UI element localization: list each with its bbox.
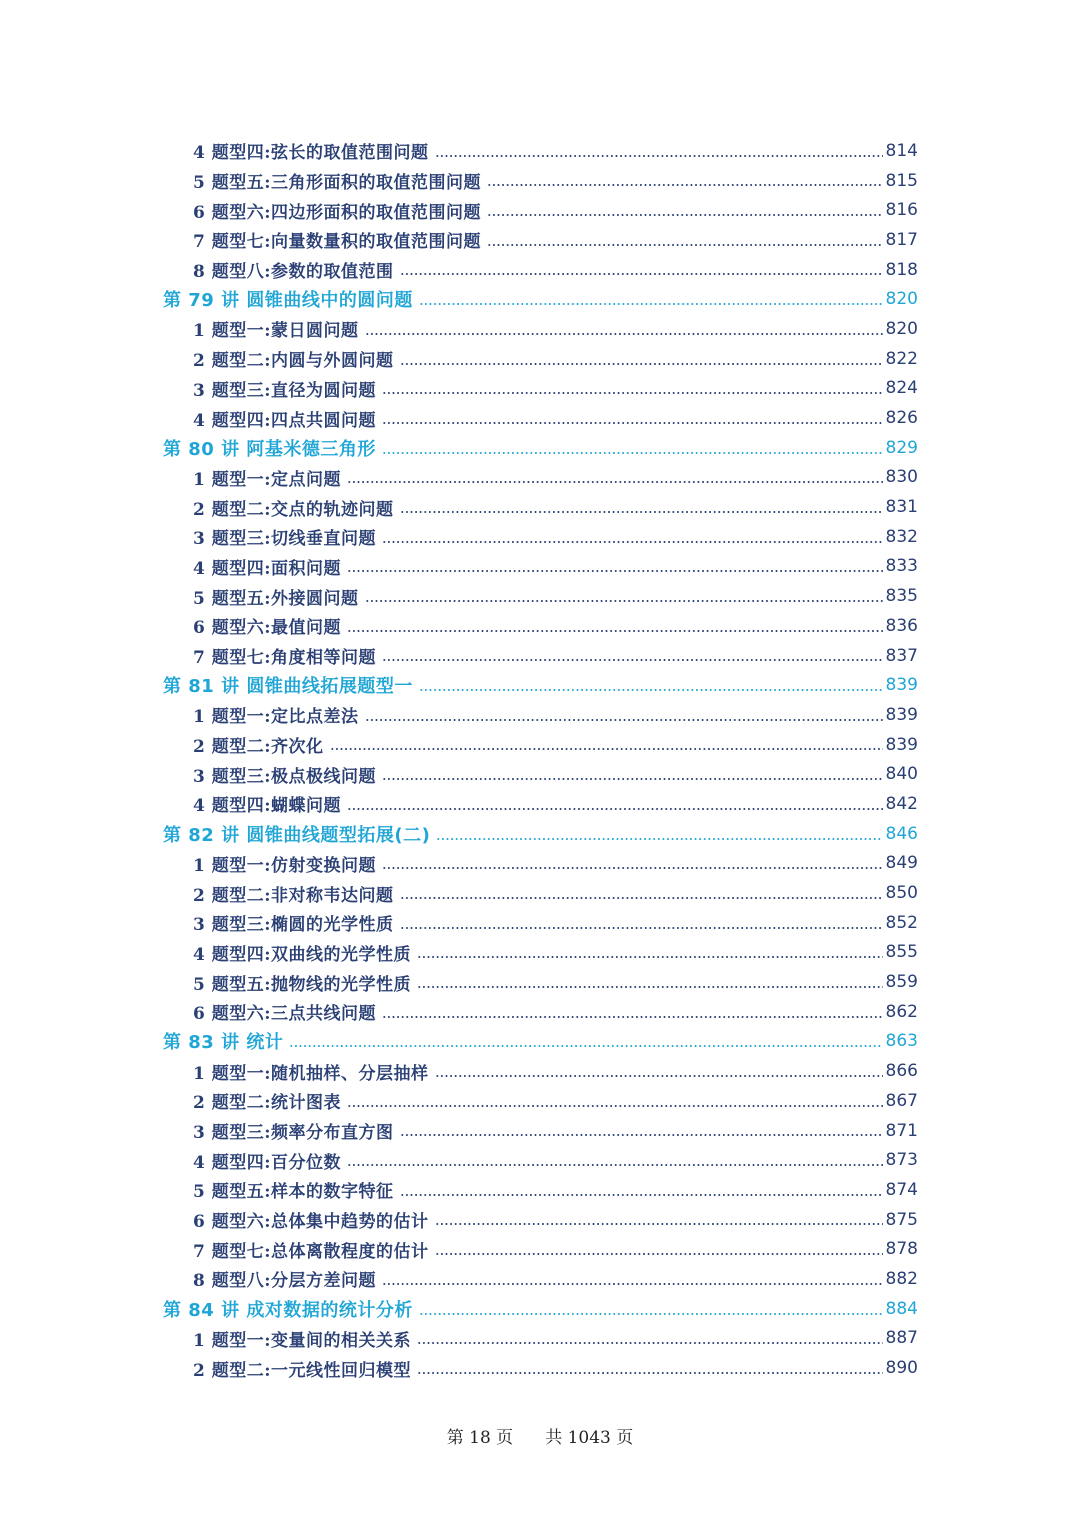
toc-entry-page: 817 <box>885 229 918 250</box>
toc-subitem-entry[interactable] <box>0 730 1080 760</box>
toc-entry-page: 815 <box>885 170 918 191</box>
toc-lecture-entry[interactable] <box>0 433 1080 463</box>
toc-subitem-entry[interactable] <box>0 1205 1080 1235</box>
toc-entry-page: 837 <box>885 645 918 666</box>
dot-leader <box>347 808 883 810</box>
dot-leader <box>487 244 883 246</box>
toc-entry-title: 4 题型四:弦长的取值范围问题 <box>193 143 429 164</box>
toc-entry-page: 831 <box>885 497 918 518</box>
toc-entry-title: 1 题型一:蒙日圆问题 <box>193 321 359 342</box>
dot-leader <box>365 600 883 602</box>
toc-subitem-entry[interactable] <box>0 463 1080 493</box>
dot-leader <box>419 303 883 305</box>
toc-entry-title: 2 题型二:统计图表 <box>193 1093 342 1114</box>
toc-entry-page: 822 <box>885 348 918 369</box>
dot-leader <box>435 1223 883 1225</box>
toc-entry-page: 832 <box>885 526 918 547</box>
dot-leader <box>400 1134 883 1136</box>
toc-entry-title: 5 题型五:外接圆问题 <box>193 588 359 609</box>
toc-subitem-entry[interactable] <box>0 908 1080 938</box>
toc-subitem-entry[interactable] <box>0 136 1080 166</box>
toc-entry-page: 850 <box>885 883 918 904</box>
dot-leader <box>347 1164 883 1166</box>
toc-subitem-entry[interactable] <box>0 1086 1080 1116</box>
toc-subitem-entry[interactable] <box>0 581 1080 611</box>
toc-subitem-entry[interactable] <box>0 1324 1080 1354</box>
toc-subitem-entry[interactable] <box>0 997 1080 1027</box>
toc-entry-title: 5 题型五:三角形面积的取值范围问题 <box>193 173 482 194</box>
toc-entry-title: 第 82 讲 圆锥曲线题型拓展(二) <box>163 824 431 846</box>
toc-entry-page: 818 <box>885 259 918 280</box>
toc-entry-page: 862 <box>885 1001 918 1022</box>
toc-entry-title: 第 80 讲 阿基米德三角形 <box>163 438 376 460</box>
toc-entry-title: 第 83 讲 统计 <box>163 1032 284 1054</box>
toc-entry-title: 6 题型六:总体集中趋势的估计 <box>193 1212 429 1233</box>
toc-entry-page: 816 <box>885 200 918 221</box>
toc-entry-page: 840 <box>885 764 918 785</box>
dot-leader <box>417 1372 883 1374</box>
dot-leader <box>400 363 883 365</box>
toc-entry-page: 839 <box>885 675 918 696</box>
toc-entry-page: 863 <box>885 1031 918 1052</box>
toc-subitem-entry[interactable] <box>0 255 1080 285</box>
toc-entry-page: 852 <box>885 912 918 933</box>
total-pages-label: 共 1043 页 <box>545 1428 634 1448</box>
toc-subitem-entry[interactable] <box>0 195 1080 225</box>
toc-entry-page: 884 <box>885 1298 918 1319</box>
dot-leader <box>435 155 883 157</box>
toc-entry-page: 882 <box>885 1268 918 1289</box>
toc-entry-title: 4 题型四:百分位数 <box>193 1152 342 1173</box>
dot-leader <box>382 659 883 661</box>
toc-subitem-entry[interactable] <box>0 1234 1080 1264</box>
toc-entry-page: 871 <box>885 1120 918 1141</box>
toc-entry-title: 2 题型二:一元线性回归模型 <box>193 1360 412 1381</box>
toc-entry-page: 873 <box>885 1150 918 1171</box>
toc-entry-page: 839 <box>885 734 918 755</box>
toc-entry-page: 875 <box>885 1209 918 1230</box>
toc-entry-page: 890 <box>885 1358 918 1379</box>
toc-subitem-entry[interactable] <box>0 552 1080 582</box>
toc-entry-page: 867 <box>885 1090 918 1111</box>
dot-leader <box>400 1194 883 1196</box>
toc-entry-page: 836 <box>885 615 918 636</box>
toc-entry-page: 820 <box>885 318 918 339</box>
toc-subitem-entry[interactable] <box>0 314 1080 344</box>
toc-entry-title: 1 题型一:变量间的相关关系 <box>193 1330 412 1351</box>
toc-subitem-entry[interactable] <box>0 492 1080 522</box>
toc-subitem-entry[interactable] <box>0 1056 1080 1086</box>
toc-entry-title: 1 题型一:定点问题 <box>193 469 342 490</box>
toc-lecture-entry[interactable] <box>0 819 1080 849</box>
toc-entry-page: 849 <box>885 853 918 874</box>
table-of-contents <box>0 136 1080 1383</box>
toc-lecture-entry[interactable] <box>0 1027 1080 1057</box>
toc-subitem-entry[interactable] <box>0 611 1080 641</box>
dot-leader <box>419 1313 883 1315</box>
current-page-label: 第 18 页 <box>446 1428 514 1448</box>
toc-entry-title: 8 题型八:参数的取值范围 <box>193 262 394 283</box>
toc-subitem-entry[interactable] <box>0 522 1080 552</box>
toc-entry-page: 878 <box>885 1239 918 1260</box>
toc-entry-title: 4 题型四:蝴蝶问题 <box>193 796 342 817</box>
page-footer <box>0 1423 1080 1448</box>
toc-entry-title: 4 题型四:面积问题 <box>193 558 342 579</box>
toc-subitem-entry[interactable] <box>0 166 1080 196</box>
toc-entry-title: 第 84 讲 成对数据的统计分析 <box>163 1299 413 1321</box>
toc-entry-page: 835 <box>885 586 918 607</box>
dot-leader <box>382 867 883 869</box>
dot-leader <box>365 719 883 721</box>
toc-subitem-entry[interactable] <box>0 225 1080 255</box>
toc-entry-title: 7 题型七:向量数量积的取值范围问题 <box>193 232 482 253</box>
toc-entry-page: 829 <box>885 437 918 458</box>
dot-leader <box>487 214 883 216</box>
toc-entry-title: 6 题型六:三点共线问题 <box>193 1004 377 1025</box>
toc-entry-page: 839 <box>885 704 918 725</box>
toc-entry-title: 8 题型八:分层方差问题 <box>193 1271 377 1292</box>
toc-entry-title: 2 题型二:非对称韦达问题 <box>193 885 394 906</box>
dot-leader <box>487 184 883 186</box>
dot-leader <box>417 986 883 988</box>
toc-entry-title: 5 题型五:抛物线的光学性质 <box>193 974 412 995</box>
dot-leader <box>400 897 883 899</box>
dot-leader <box>400 511 883 513</box>
dot-leader <box>436 838 882 840</box>
toc-subitem-entry[interactable] <box>0 759 1080 789</box>
toc-subitem-entry[interactable] <box>0 1264 1080 1294</box>
toc-entry-page: 814 <box>885 140 918 161</box>
toc-entry-title: 3 题型三:极点极线问题 <box>193 766 377 787</box>
toc-subitem-entry[interactable] <box>0 1116 1080 1146</box>
toc-subitem-entry[interactable] <box>0 1145 1080 1175</box>
toc-entry-title: 3 题型三:频率分布直方图 <box>193 1123 394 1144</box>
toc-subitem-entry[interactable] <box>0 403 1080 433</box>
toc-entry-page: 833 <box>885 556 918 577</box>
toc-subitem-entry[interactable] <box>0 700 1080 730</box>
toc-subitem-entry[interactable] <box>0 374 1080 404</box>
dot-leader <box>417 956 883 958</box>
toc-entry-title: 4 题型四:双曲线的光学性质 <box>193 944 412 965</box>
dot-leader <box>400 927 883 929</box>
dot-leader <box>435 1075 883 1077</box>
toc-subitem-entry[interactable] <box>0 1175 1080 1205</box>
dot-leader <box>330 748 883 750</box>
toc-entry-page: 855 <box>885 942 918 963</box>
dot-leader <box>347 570 883 572</box>
toc-subitem-entry[interactable] <box>0 789 1080 819</box>
toc-entry-page: 826 <box>885 408 918 429</box>
toc-entry-page: 824 <box>885 378 918 399</box>
toc-lecture-entry[interactable] <box>0 1294 1080 1324</box>
toc-entry-title: 3 题型三:椭圆的光学性质 <box>193 915 394 936</box>
dot-leader <box>435 1253 883 1255</box>
toc-entry-title: 7 题型七:角度相等问题 <box>193 648 377 669</box>
toc-entry-title: 7 题型七:总体离散程度的估计 <box>193 1241 429 1262</box>
toc-entry-title: 3 题型三:直径为圆问题 <box>193 380 377 401</box>
toc-entry-title: 6 题型六:最值问题 <box>193 618 342 639</box>
toc-entry-page: 866 <box>885 1061 918 1082</box>
toc-entry-title: 1 题型一:随机抽样、分层抽样 <box>193 1063 429 1084</box>
dot-leader <box>382 541 883 543</box>
toc-subitem-entry[interactable] <box>0 938 1080 968</box>
toc-subitem-entry[interactable] <box>0 849 1080 879</box>
toc-entry-page: 874 <box>885 1179 918 1200</box>
dot-leader <box>347 630 883 632</box>
toc-subitem-entry[interactable] <box>0 1353 1080 1383</box>
dot-leader <box>382 778 883 780</box>
dot-leader <box>365 333 883 335</box>
toc-entry-title: 1 题型一:仿射变换问题 <box>193 855 377 876</box>
dot-leader <box>417 1342 883 1344</box>
toc-entry-page: 859 <box>885 972 918 993</box>
toc-entry-title: 4 题型四:四点共圆问题 <box>193 410 377 431</box>
dot-leader <box>347 481 883 483</box>
toc-subitem-entry[interactable] <box>0 344 1080 374</box>
dot-leader <box>400 273 883 275</box>
toc-entry-page: 887 <box>885 1328 918 1349</box>
dot-leader <box>382 1016 883 1018</box>
toc-entry-title: 5 题型五:样本的数字特征 <box>193 1182 394 1203</box>
toc-entry-title: 第 81 讲 圆锥曲线拓展题型一 <box>163 676 413 698</box>
dot-leader <box>382 422 883 424</box>
toc-entry-title: 6 题型六:四边形面积的取值范围问题 <box>193 202 482 223</box>
toc-entry-page: 846 <box>885 823 918 844</box>
toc-subitem-entry[interactable] <box>0 878 1080 908</box>
toc-lecture-entry[interactable] <box>0 284 1080 314</box>
dot-leader <box>419 689 883 691</box>
dot-leader <box>382 1283 883 1285</box>
dot-leader <box>382 452 883 454</box>
toc-entry-title: 3 题型三:切线垂直问题 <box>193 529 377 550</box>
toc-entry-title: 2 题型二:交点的轨迹问题 <box>193 499 394 520</box>
toc-entry-title: 2 题型二:内圆与外圆问题 <box>193 351 394 372</box>
toc-entry-page: 842 <box>885 793 918 814</box>
toc-subitem-entry[interactable] <box>0 967 1080 997</box>
dot-leader <box>289 1045 882 1047</box>
dot-leader <box>382 392 883 394</box>
toc-entry-page: 830 <box>885 467 918 488</box>
toc-entry-page: 820 <box>885 289 918 310</box>
dot-leader <box>347 1105 883 1107</box>
toc-entry-title: 第 79 讲 圆锥曲线中的圆问题 <box>163 290 413 312</box>
toc-subitem-entry[interactable] <box>0 641 1080 671</box>
toc-entry-title: 1 题型一:定比点差法 <box>193 707 359 728</box>
toc-entry-title: 2 题型二:齐次化 <box>193 737 324 758</box>
toc-lecture-entry[interactable] <box>0 670 1080 700</box>
